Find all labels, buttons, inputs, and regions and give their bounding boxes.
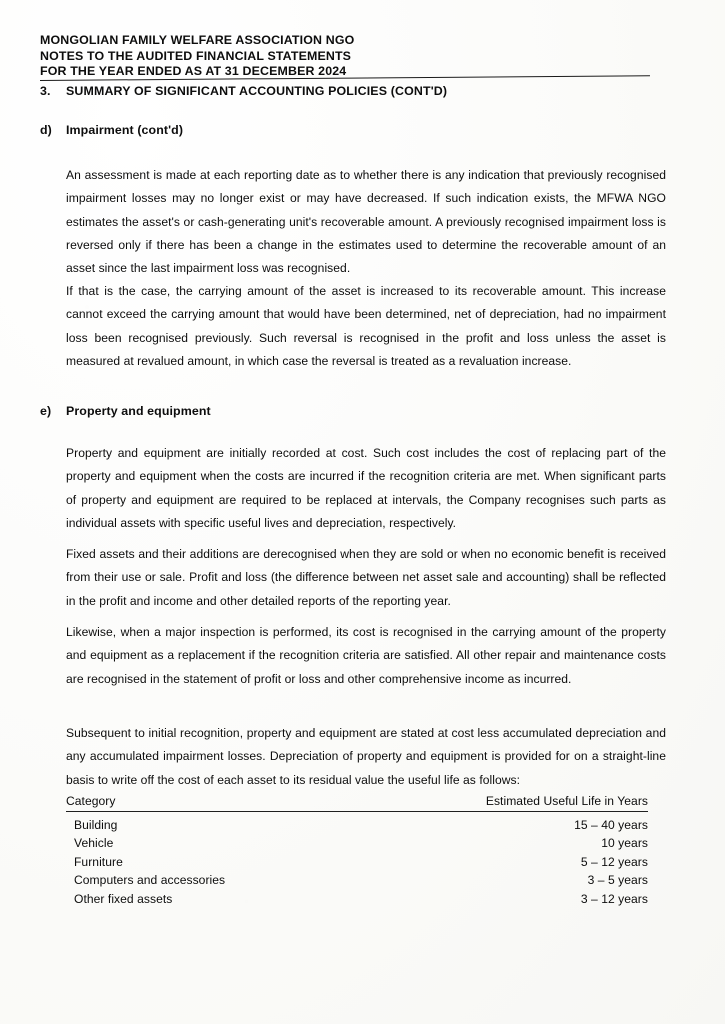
subsection-heading-property-equipment xyxy=(40,404,660,418)
cell-useful-life: 3 – 5 years xyxy=(587,873,648,888)
subsection-letter-e: e) xyxy=(40,404,52,418)
paragraph-derecognition: Fixed assets and their additions are derecognised when they are sold or when no economic benefit is received from their use or sale. Profit and loss (the difference between net asset sale and accounting) shall be reflected in the profit and income and other detailed reports of the reporting year. xyxy=(66,547,666,608)
paragraph-major-inspection: Likewise, when a major inspection is performed, its cost is recognised in the carrying amount of the property and equipment as a replacement if the recognition criteria are satisfied. All other repair and maintenance costs are recognised in the statement of profit or loss and other comprehensive income as incurred. xyxy=(66,625,666,686)
paragraph-subsequent-measurement: Subsequent to initial recognition, property and equipment are stated at cost less accumulated depreciation and any accumulated impairment losses. Depreciation of property and equipment is provided for on a straight-line basis to write off the cost of each asset to its residual value the useful life as follows: xyxy=(66,726,666,787)
organisation-name: MONGOLIAN FAMILY WELFARE ASSOCIATION NGO xyxy=(40,33,355,47)
cell-category: Building xyxy=(74,818,118,832)
section-heading xyxy=(40,84,680,98)
table-row xyxy=(66,871,648,889)
table-row xyxy=(66,834,648,852)
subsection-heading-impairment xyxy=(40,123,660,137)
reporting-period: FOR THE YEAR ENDED AS AT 31 DECEMBER 2024 xyxy=(40,64,347,79)
table-row xyxy=(66,853,648,871)
cell-useful-life: 3 – 12 years xyxy=(580,891,648,906)
section-title: SUMMARY OF SIGNIFICANT ACCOUNTING POLICIES (CONT'D) xyxy=(66,84,448,98)
paragraph-impairment-reversal: If that is the case, the carrying amount of the asset is increased to its recoverable amount. This increase cannot exceed the carrying amount that would have been determined, net of depreciation, had no impairment loss been recognised previously. Such reversal is recognised in the profit and loss unless the asset is measured at revalued amount, in which case the reversal is treated as a revaluation increase. xyxy=(66,284,666,368)
table-body xyxy=(66,812,648,909)
document-header xyxy=(40,33,680,80)
table-row xyxy=(66,812,648,835)
document-subtitle: NOTES TO THE AUDITED FINANCIAL STATEMENTS xyxy=(40,48,352,63)
cell-category: Computers and accessories xyxy=(74,873,226,888)
subsection-letter-d: d) xyxy=(40,123,52,137)
subsection-title-impairment: Impairment (cont'd) xyxy=(66,123,184,137)
column-header-useful-life: Estimated Useful Life in Years xyxy=(354,794,648,812)
cell-useful-life: 5 – 12 years xyxy=(580,854,648,869)
section-number: 3. xyxy=(40,84,51,98)
table-head xyxy=(66,794,648,812)
paragraph-initial-cost: Property and equipment are initially recorded at cost. Such cost includes the cost of replacing part of the property and equipment when the costs are incurred if the recognition criteria are met. When significant parts of property and equipment are required to be replaced at intervals, the Company recognises such parts as individual assets with specific useful lives and depreciation, respectively. xyxy=(66,446,666,530)
cell-category: Vehicle xyxy=(74,836,114,851)
column-header-category: Category xyxy=(66,794,354,812)
cell-category: Other fixed assets xyxy=(74,891,173,906)
cell-useful-life: 15 – 40 years xyxy=(574,818,648,832)
paragraph-impairment-assessment: An assessment is made at each reporting date as to whether there is any indication that previously recognised impairment losses may no longer exist or may have decreased. If such indication exists, the MFWA NGO estimates the asset's or cash-generating unit's recoverable amount. A previously recognised impairment loss is reversed only if there has been a change in the estimates used to determine the recoverable amount of an asset since the last impairment loss was recognised. xyxy=(66,168,666,275)
useful-life-table xyxy=(66,794,648,908)
cell-category: Furniture xyxy=(74,854,123,869)
table-row xyxy=(66,890,648,908)
subsection-title-property-equipment: Property and equipment xyxy=(66,404,211,418)
table-header-row xyxy=(66,794,648,812)
cell-useful-life: 10 years xyxy=(601,836,648,851)
